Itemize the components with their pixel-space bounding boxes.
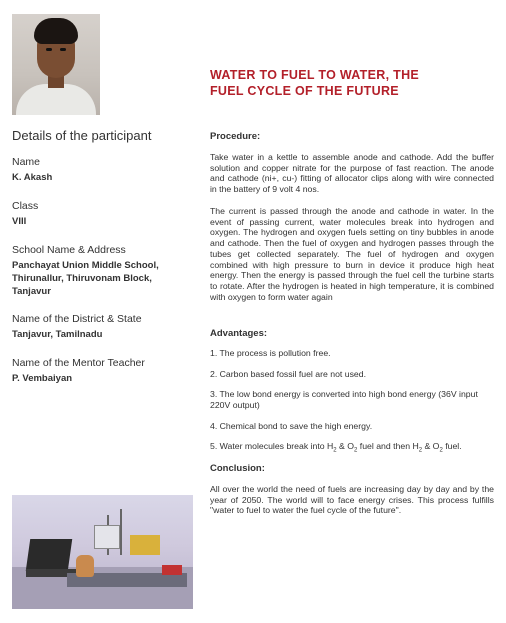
advantage-item: 1. The process is pollution free. bbox=[210, 348, 331, 358]
procedure-paragraph-2: The current is passed through the anode and cathode in water. In the event of passing current, water molecules break into hydrogen and oxygen. The hydrogen and oxygen fuels setting on tiny bubbles in anode and cathode. Then the fuel of oxygen and hydrogen passes through the tubes get collected separately. The fuel of hydrogen and oxygen combined with high pressure to burn in device it produce high heat energy. Then the energy is passed through the fuel cell the turbine starts to rotate. After the hydrogen is heated in high temperature, it is combined with oxygen to form water again bbox=[210, 206, 494, 302]
details-heading: Details of the participant bbox=[12, 128, 152, 143]
title-line-2: FUEL CYCLE OF THE FUTURE bbox=[210, 84, 399, 95]
conclusion-text: All over the world the need of fuels are increasing day by day and by the year of 2050. The world will to face energy crises. This process fulfills "water to fuel to water the fuel cycle of the future". bbox=[210, 484, 494, 516]
advantage-item: 3. The low bond energy is converted into high bond energy (36V input 220V output) bbox=[210, 389, 478, 410]
district-value: Tanjavur, Tamilnadu bbox=[12, 329, 103, 340]
class-value: VIII bbox=[12, 216, 27, 227]
name-value: K. Akash bbox=[12, 172, 53, 183]
advantage-item: 2. Carbon based fossil fuel are not used. bbox=[210, 369, 366, 379]
procedure-paragraph-1: Take water in a kettle to assemble anode and cathode. Add the buffer solution and copper nitrate for the purpose of fast reaction. The anode and cathode (ni+, cu-) fitting of allocator clips along with wire connected in the battery of 9 volt 4 nos. bbox=[210, 152, 494, 195]
project-title bbox=[210, 67, 490, 95]
advantage-item: 4. Chemical bond to save the high energy. bbox=[210, 421, 373, 431]
mentor-label: Name of the Mentor Teacher bbox=[12, 357, 145, 369]
advantage-item-formula: 5. Water molecules break into $H_2$ & $O_2$ fuel and then $H_2$ & $O_2$ fuel. bbox=[210, 441, 462, 454]
mentor-value: P. Vembaiyan bbox=[12, 373, 73, 384]
name-label: Name bbox=[12, 156, 41, 168]
class-label: Class bbox=[12, 200, 39, 212]
conclusion-heading: Conclusion: bbox=[210, 463, 265, 474]
school-value: Panchayat Union Middle School, Thirunallur, Thiruvonam Block, Tanjavur bbox=[12, 260, 159, 297]
school-label: School Name & Address bbox=[12, 244, 126, 256]
project-setup-photo bbox=[12, 495, 193, 609]
title-line-1: WATER TO FUEL TO WATER, THE bbox=[210, 68, 420, 82]
procedure-heading: Procedure: bbox=[210, 131, 261, 142]
advantages-heading: Advantages: bbox=[210, 328, 268, 339]
participant-photo bbox=[12, 14, 100, 115]
district-label: Name of the District & State bbox=[12, 313, 142, 325]
